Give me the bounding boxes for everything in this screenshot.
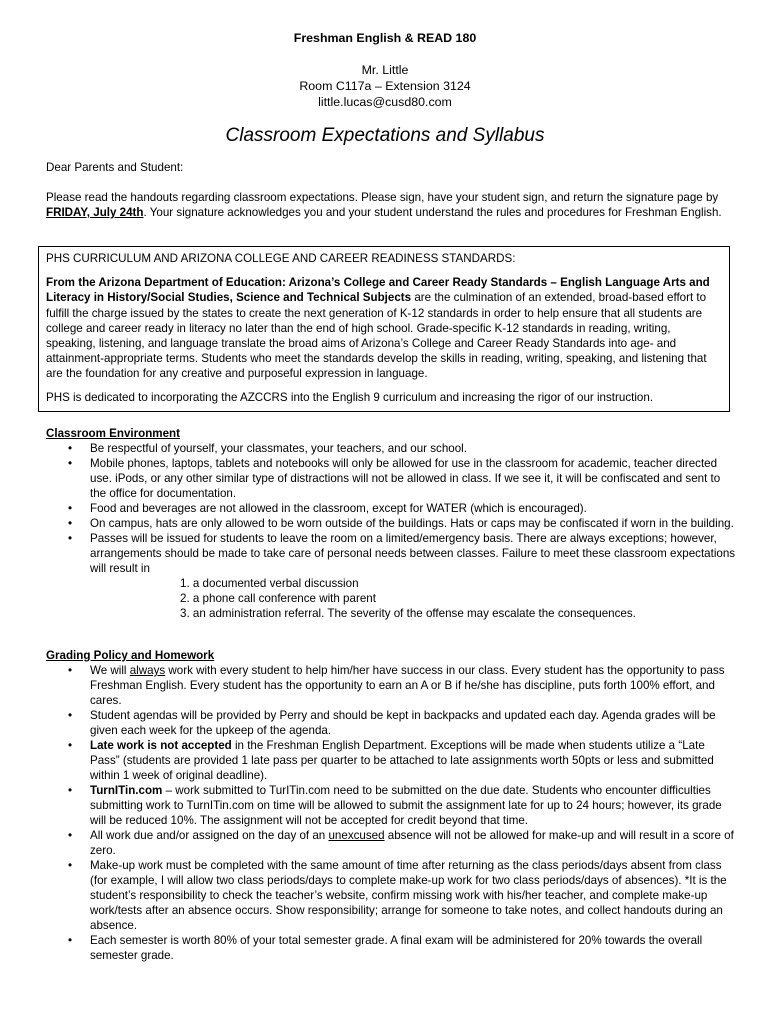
phs-note: PHS is dedicated to incorporating the AZCCRS into the English 9 curriculum and increasing the rigor of our instruction. bbox=[46, 390, 654, 404]
environment-list bbox=[46, 441, 736, 621]
list-item bbox=[46, 738, 736, 783]
classroom-environment-section bbox=[46, 426, 736, 621]
list-item bbox=[46, 828, 736, 858]
consequence-item: 1. a documented verbal discussion bbox=[180, 577, 359, 590]
intro-text-end: . Your signature acknowledges you and your student understand the rules and procedures for Freshman English. bbox=[143, 206, 722, 219]
course-title: Freshman English & READ 180 bbox=[293, 31, 477, 45]
list-item-text: Passes will be issued for students to leave the room on a limited/emergency basis. There are always exceptions; however, arrangements should be made to take care of personal needs between classes. Failure to meet these classroom expectations will result in bbox=[90, 532, 736, 575]
list-item: • Food and beverages are not allowed in the classroom, except for WATER (which is encouraged). bbox=[46, 501, 736, 516]
list-item bbox=[46, 783, 736, 828]
standards-heading: PHS CURRICULUM AND ARIZONA COLLEGE AND CAREER READINESS STANDARDS: bbox=[46, 252, 516, 265]
list-item: • On campus, hats are only allowed to be worn outside of the buildings. Hats or caps may be confiscated if worn in the building. bbox=[46, 516, 736, 531]
list-item: • Each semester is worth 80% of your total semester grade. A final exam will be administered for 20% towards the overall semester grade. bbox=[46, 933, 736, 963]
emphasis: unexcused bbox=[328, 829, 385, 842]
emphasis: always bbox=[129, 664, 166, 677]
turnitin-lead: TurnITin.com bbox=[90, 784, 163, 797]
standards-lead: From the Arizona Department of Education: Arizona’s College and Career Ready Standards – English Language Arts and Literacy in History/Social Studies, Science and Technical Subjects bbox=[46, 276, 710, 305]
signature-deadline: FRIDAY, July 24th bbox=[46, 206, 144, 219]
list-item: • Student agendas will be provided by Perry and should be kept in backpacks and updated each day. Agenda grades will be given each week for the upkeep of the agenda. bbox=[46, 708, 736, 738]
consequence-item: 3. an administration referral. The severity of the offense may escalate the consequences. bbox=[180, 607, 636, 620]
text-run: All work due and/or assigned on the day of an bbox=[90, 829, 329, 842]
text-run: We will bbox=[90, 664, 130, 677]
text-run: work with every student to help him/her have success in our class. Every student has the opportunity to pass Freshman English. Every student has the opportunity to earn an A or B if he/she has discipline, puts forth 100% effort, and cares. bbox=[90, 664, 725, 707]
teacher-email: little.lucas@cusd80.com bbox=[318, 95, 452, 109]
list-item: • Make-up work must be completed with the same amount of time after returning as the class periods/days absent from class (for example, I will allow two class periods/days to complete make-up work for two class periods/days of absences). *It is the student’s responsibility to check the teacher’s website, confirm missing work with his/her teacher, and complete make-up work/tests after an absence occurs. Show responsibility; arrange for someone to take notes, and collect handouts during an absence. bbox=[46, 858, 736, 933]
section-heading: Classroom Environment bbox=[46, 427, 181, 440]
section-heading: Grading Policy and Homework bbox=[46, 649, 215, 662]
consequences-list bbox=[90, 576, 736, 621]
teacher-name: Mr. Little bbox=[361, 63, 409, 77]
grading-policy-section bbox=[46, 648, 736, 963]
late-work-lead: Late work is not accepted bbox=[90, 739, 232, 752]
text-run: in the Freshman English Department. Exceptions will be made when students utilize a “Late Pass” (students are provided 1 late pass per quarter to be attached to late assignments worth 50pts or less and submitted within 1 week of original deadline). bbox=[90, 739, 714, 782]
intro-paragraph bbox=[46, 190, 728, 220]
grading-list bbox=[46, 663, 736, 963]
consequence-item: 2. a phone call conference with parent bbox=[180, 592, 376, 605]
standards-body: are the culmination of an extended, broad-based effort to fulfill the charge issued by the states to create the next generation of K-12 standards in order to help ensure that all students are college and career ready in literacy no later than the end of high school. Grade-specific K-12 standards in reading, writing, speaking, listening, and language translate the broad aims of Arizona’s College and Career Ready Standards into age- and attainment-appropriate terms. Students who meet the standards develop the skills in reading, writing, speaking, and listening that are the foundation for any creative and purposeful expression in language. bbox=[46, 291, 707, 381]
list-item bbox=[46, 531, 736, 621]
list-item: • Be respectful of yourself, your classmates, your teachers, and our school. bbox=[46, 441, 736, 456]
greeting: Dear Parents and Student: bbox=[46, 161, 184, 174]
room-extension: Room C117a – Extension 3124 bbox=[299, 79, 471, 93]
list-item bbox=[46, 663, 736, 708]
standards-box bbox=[38, 246, 730, 412]
text-run: absence will not be allowed for make-up and will result in a score of zero. bbox=[90, 829, 734, 857]
list-item: • Mobile phones, laptops, tablets and notebooks will only be allowed for use in the classroom for academic, teacher directed use. iPods, or any other similar type of distractions will not be allowed in class. If we see it, it will be confiscated and sent to the office for documentation. bbox=[46, 456, 736, 501]
text-run: – work submitted to TurITin.com need to be submitted on the due date. Students who encounter difficulties submitting work to TurnITin.com on time will be allowed to submit the assignment late for up to 24 hours; however, its grade will be reduced 10%. The assignment will not be accepted for credit beyond that time. bbox=[90, 784, 722, 827]
intro-text: Please read the handouts regarding classroom expectations. Please sign, have your student sign, and return the signature page by bbox=[46, 191, 719, 204]
document-title: Classroom Expectations and Syllabus bbox=[225, 125, 545, 146]
standards-paragraph bbox=[46, 275, 722, 381]
